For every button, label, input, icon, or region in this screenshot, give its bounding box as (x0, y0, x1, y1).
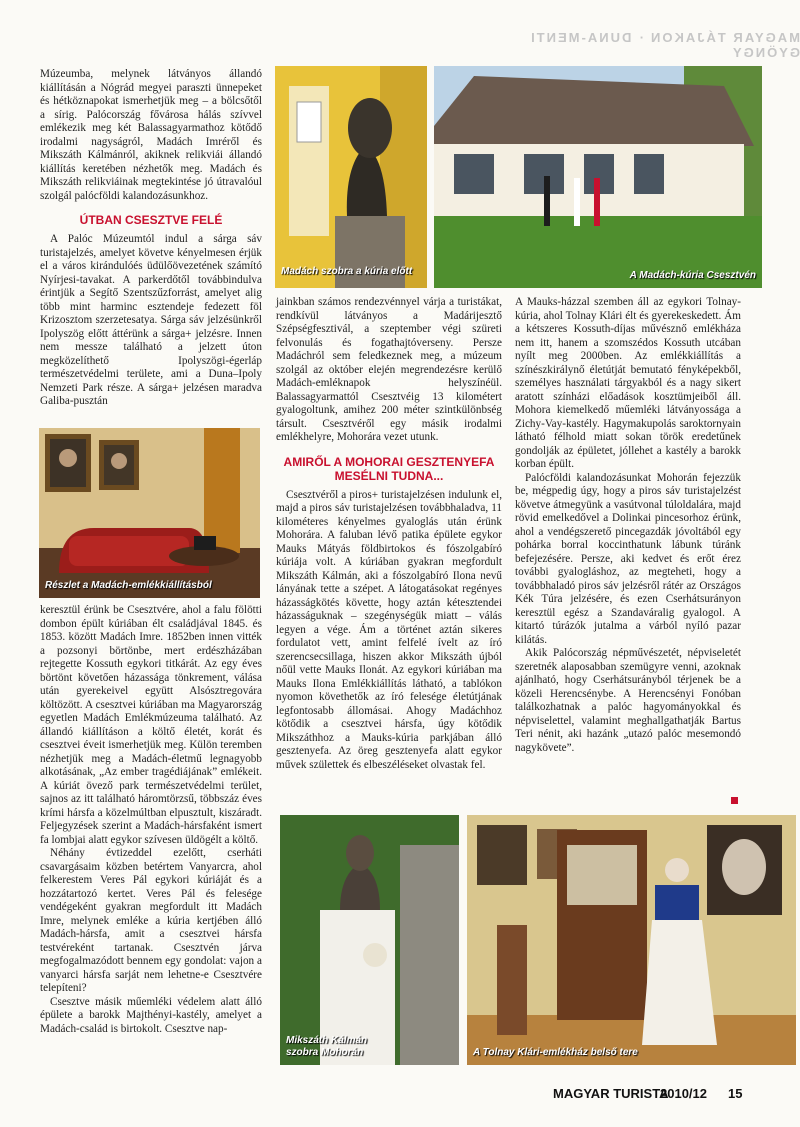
paragraph: keresztül érünk be Csesztvére, ahol a falu fölötti dombon épült kúriában élt családjával 1845. és 1853. között Madách Imre. 1852ben innen vitték a pozsonyi börtönbe, mert erdészházában rejtegette Kossuth egykori titkárát. Az egy éves börtönt követően házassága tönkrement, válása után gyerekeivel együtt Alsósztregovára költözött. A csesztvei kúriában ma Magyarország egyetlen Madách Emlékmúzeuma található. Az állandó kiállításon a költő életét, korát és csesztvei éveit ismerhetjük meg. Külön teremben nézhetjük meg a Madách-életmű legnagyobb alkotásának, „Az ember tragédiájának” emlékeit. A kúriát övező park természetvédelmi terület, sajnos az itt található háromtörzsű, többszáz éves krími hársfa a közelmúltban elpusztult, kiszáradt. Feljegyzések szerint a Madách-hársfaként ismert fa lombjai alatt egykor szívesen üldögélt a költő. (40, 604, 262, 846)
paragraph: Csesztve másik műemléki védelem alatt álló épülete a barokk Majthényi-kastély, amelyet a Madách-család is birtokolt. Csesztve nap- (40, 995, 262, 1035)
paragraph: Palócföldi kalandozásunkat Mohorán fejezzük be, mégpedig úgy, hogy a piros sáv turistajelzést követve átmegyünk a vasútvonal túloldalára, majd rövid emelkedővel a Dolinkai pincesorhoz érünk, ahol a vendégszerető pincegazdák jóvoltából egy pohárka borral koccinthatunk lábunk túránk befejezésére. Persze, aki kedvet és erőt érez további gyalogláshoz, az megteheti, hogy a továbbhaladó piros sáv jelzésről rátér az Országos Kék Túra jelzésére, és ezen Cserhátsurányon keresztül egész a Szandaváralig gyalogol. A kitartó túrázók jutalma a várból nyíló pazar kilátás. (515, 471, 741, 646)
paragraph: Néhány évtizeddel ezelőtt, cserháti csavargásaim közben betértem Vanyarcra, ahol felkerestem Veres Pál egykori kúriáját és a hozzátartozó kertet. Veres Pál és felesége vendégeként gyakran megfordult itt Madách Imre, melynek emléke a kúria kertjében álló Madách-hársfa, amit a csesztvei hársfa testvéreként tartanak. Csesztvén járva megfogalmazódott bennem egy gondolat: vajon a vanyarci hársfa sarját nem lehetne-e Csesztvére telepíteni? (40, 847, 262, 994)
exhibit-image (39, 428, 260, 598)
paragraph: Múzeumba, melynek látványos állandó kiállításán a Nógrád megyei paraszti ünnepeket és hétköznapokat ismerhetjük meg – a bölcsőtől a sírig. Palócország fővárosa hálás szívvel emlékezik meg két Balassagyarmathoz kötődő irodalmi nagyságról, Madách Imréről és Mikszáth Kálmánról, akiknek relikviái állandó kiállítás keretében nézhetők meg. Madách és Mikszáth relikviáinak megtekintése jó útravalóul szolgál palócföldi kalandozásunkhoz. (40, 68, 262, 202)
photo-caption: Mikszáth Kálmán szobra Mohorán (286, 1035, 368, 1058)
end-mark (731, 797, 738, 804)
photo-caption: Részlet a Madách-emlékkiállításból (45, 580, 212, 591)
exhibit-photo (39, 428, 260, 598)
kuria-image (434, 66, 762, 288)
paragraph: A Palóc Múzeumtól indul a sárga sáv turistajelzés, amelyet követve kényelmesen érjük el a város kirándulóés üdülőövezetének számító Nyírjesi-tavakat. A parkerdőtől továbbindulva érintjük a Segítő Szentszűzforrást, amelyet alig több mint harminc esztendeje fedezett föl Krizosztom szerzetesatya. Sárga sáv jelzésünkről Ipolyszög előtt áttérünk a sárga+ jelzésre. Innen nem messze található a jelzett úton megközelíthető Ipolyszögi-égerláp természetvédelmi területe, ami a Duna–Ipoly Nemzeti Park része. A sárga+ jelzésen maradva Galiba-pusztán (40, 233, 262, 407)
section-heading: ÚTBAN CSESZTVE FELÉ (79, 213, 223, 227)
tolnay-photo (467, 815, 796, 1065)
paragraph: jainkban számos rendezvénnyel várja a turistákat, rendkívül látványos a Madárijesztő Szépségfesztivál, a szeptember végi szüreti felvonulás és fogathajtóverseny. Persze Madáchról sem feledkeznek meg, a múzeum szolgál az október elején megrendezésre kerülő Madách-emléknapok helyszínéül. Balassagyarmattól Csesztvéig 13 kilométert gyalogoltunk, amihez 200 méter szintkülönbség társult. Csesztvéről egy másik irodalmi emlékhelyre, Mohorára vezet utunk. (276, 296, 502, 443)
paragraph: A Mauks-házzal szemben áll az egykori Tolnay-kúria, ahol Tolnay Klári élt és gyerekeskedett. Ám a kétszeres Kossuth-díjas művésznő emlékháza nem itt, hanem a szomszédos Kossuth utcában nyílt meg 2000ben. Az emlékkiállítás a színészkirálynő életútját bemutató fényképekből, személyes használati tárgyakból és a nagy sikert aratott színházi előadások kosztümjeiből áll. Mohora kiemelkedő műemléki látványossága a Zichy-Vay-kastély. Hagymakupolás saroktornyain látható félhold miatt sokan török eredetűnek gondolják az épületet, jóllehet a kastély a barokk korban épült. (515, 296, 741, 470)
footer-magazine: MAGYAR TURISTA (553, 1086, 669, 1101)
photo-caption: A Tolnay Klári-emlékház belső tere (473, 1047, 638, 1058)
footer-issue: 2010/12 (660, 1086, 707, 1101)
column-2 (276, 296, 502, 772)
tolnay-image (467, 815, 796, 1065)
column-1-top (40, 68, 262, 409)
paragraph: Csesztvéről a piros+ turistajelzésen indulunk el, majd a piros sáv turistajelzésen továbbhaladva, 11 kilométeres kényelmes gyaloglás után érünk Mohorára. A faluban lévő patika épülete egykor Mauks Mátyás földbirtokos és fószolgabíró kúriája volt. A kúriában gyakran megfordult Mikszáth Kálmán, aki a fószolgabíró Ilona nevű lányának tette a szépet. A látogatásokat regényes házasságkötés követte, hogy aztán kétesztendei házasságuknak – szegénységük miatt – válás legyen a vége. Ám a történet aztán sikeres fordulatot vett, amint felfelé ívelt az író szerencsecsillaga, hiszen akkor Mikszáth újból nőül vette Mauks Ilonát. Az egykori kúriában ma Mauks Ilona Emlékkiállítás látható, a tablókon nyomon követhetők az író felesége életútjának legfontosabb állomásai. Ahogy Madáchhoz kötődik a csesztvei hársfa, úgy kötődik Mikszáthhoz a Mauks-kúria parkjában álló gesztenyefa. Az öreg gesztenyefa alatt egykor művek születtek és elbeszéléseket olvastak fel. (276, 488, 502, 771)
column-1-bottom (40, 604, 262, 1036)
kuria-photo (434, 66, 762, 288)
mikszath-image (280, 815, 459, 1065)
mikszath-photo (280, 815, 459, 1065)
paragraph: Akik Palócország népművészetét, népviseletét szeretnék alaposabban szemügyre venni, azoknak ajánlható, hogy Cserhátsurányból térjenek be a közeli Herencsénybe. A Herencsényi Fonóban találkozhatnak a palóc hagyományokkal és népviselettel, valamint meghallgathatják Bartus Teri nénit, aki hazánk „utazó palóc mesemondó nagykövete”. (515, 647, 741, 754)
column-3 (515, 296, 741, 755)
section-heading: AMIRŐL A MOHORAI GESZTENYEFA MESÉLNI TUDNA... (283, 454, 495, 483)
running-header: MAGYAR TÁJAKON · DUNA-MENTI GYÖNGY (529, 30, 800, 60)
footer-page-number: 15 (728, 1086, 743, 1101)
photo-caption: A Madách-kúria Csesztvén (629, 270, 756, 281)
photo-caption: Madách szobra a kúria előtt (281, 266, 413, 277)
bust-image (275, 66, 427, 288)
madach-bust-photo (275, 66, 427, 288)
